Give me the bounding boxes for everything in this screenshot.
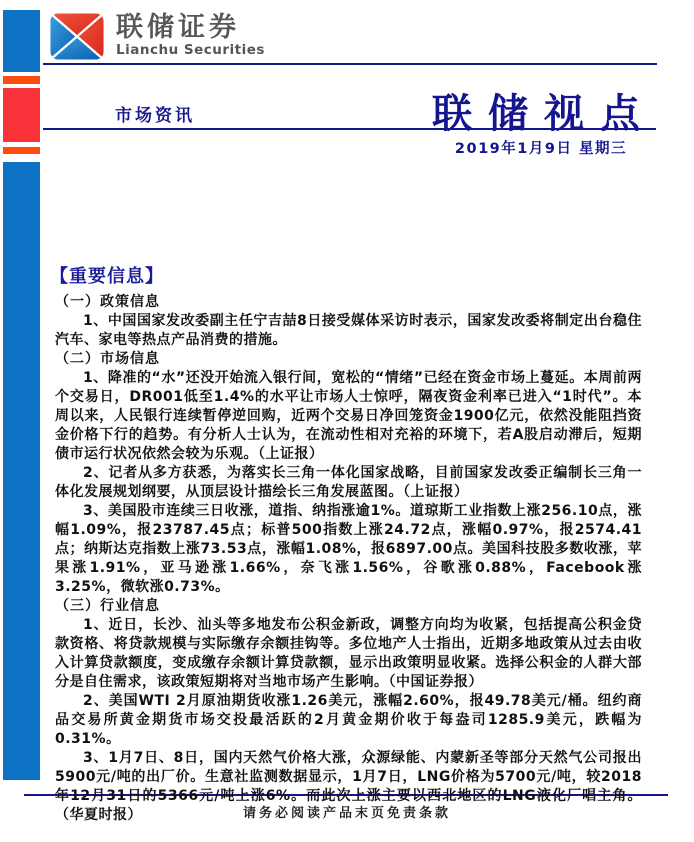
paragraph: 3、1月7日、8日，国内天然气价格大涨，众源绿能、内蒙新圣等部分天然气公司报出5900元/吨的出厂价。生意社监测数据显示，1月7日，LNG价格为5700元/吨，较2018年12月31日的5366元/吨上涨6%。而此次上涨主要以西北地区的LNG液化厂唱主角。（华夏时报）: [55, 750, 642, 823]
logo-text: [116, 13, 265, 58]
newsletter-body: [55, 293, 642, 825]
logo-name-cn: 联储证券: [116, 12, 240, 43]
paragraph: 2、美国WTI 2月原油期货收涨1.26美元，涨幅2.60%，报49.78美元/桶。纽约商品交易所黄金期货市场交投最活跃的2月黄金期价收于每盎司1285.9美元，跌幅为0.31%。: [55, 693, 642, 747]
section-title-market: （二）市场信息: [55, 351, 160, 367]
paragraph: 1、降准的“水”还没开始流入银行间，宽松的“情绪”已经在资金市场上蔓延。本周前两个交易日，DR001低至1.4%的水平让市场人士惊呼，隔夜资金利率已进入“1时代”。本周以来，人民银行连续暂停逆回购，近两个交易日净回笼资金1900亿元，依然没能阻挡资金价格下行的趋势。有分析人士认为，在流动性相对充裕的环境下，若A股启动滞后，短期债市运行状况依然会较为乐观。（上证报）: [55, 370, 642, 462]
paragraph: 1、中国国家发改委副主任宁吉喆8日接受媒体采访时表示，国家发改委将制定出台稳住汽车、家电等热点产品消费的措施。: [55, 313, 642, 348]
paragraph: 3、美国股市连续三日收涨，道指、纳指涨逾1%。道琼斯工业指数上涨256.10点，涨幅1.09%，报23787.45点；标普500指数上涨24.72点，涨幅0.97%，报2574.41点；纳斯达克指数上涨73.53点，涨幅1.08%，报6897.00点。美国科技股多数收涨，苹果涨1.91%，亚马逊涨1.66%，奈飞涨1.56%，谷歌涨0.88%，Facebook涨3.25%，微软涨0.73%。: [55, 503, 642, 595]
accent-bar-red: [3, 88, 40, 142]
company-logo: [50, 13, 265, 64]
header-rule-top: [43, 63, 657, 65]
section-title-policy: （一）政策信息: [55, 294, 160, 310]
paragraph: 2、记者从多方获悉，为落实长三角一体化国家战略，目前国家发改委正编制长三角一体化发展规划纲要，从顶层设计描绘长三角发展蓝图。（上证报）: [55, 465, 642, 500]
section-label: 市场资讯: [115, 106, 195, 126]
disclaimer-text: 请务必阅读产品末页免责条款: [242, 806, 451, 821]
masthead-title: 联储视点: [432, 90, 656, 137]
logo-envelope-icon: [50, 13, 104, 64]
paragraph: 1、近日，长沙、汕头等多地发布公积金新政，调整方向均为收紧，包括提高公积金贷款资格、将贷款规模与实际缴存余额挂钩等。多位地产人士指出，近期多地政策从过去由收入计算贷款额度，变成缴存余额计算贷款额，显示出政策明显收紧。选择公积金的人群大部分是自住需求，该政策短期将对当地市场产生影响。（中国证券报）: [55, 617, 642, 690]
accent-bar-blue-top: [3, 10, 40, 72]
logo-name-en: Lianchu Securities: [116, 42, 265, 58]
section-title-industry: （三）行业信息: [55, 598, 160, 614]
issue-date: 2019年1月9日 星期三: [454, 141, 627, 157]
accent-stripe-orange-top: [3, 76, 40, 84]
accent-stripe-orange-bottom: [3, 147, 40, 154]
important-info-heading: 【重要信息】: [50, 266, 164, 287]
accent-bar-blue-tall: [3, 162, 40, 780]
